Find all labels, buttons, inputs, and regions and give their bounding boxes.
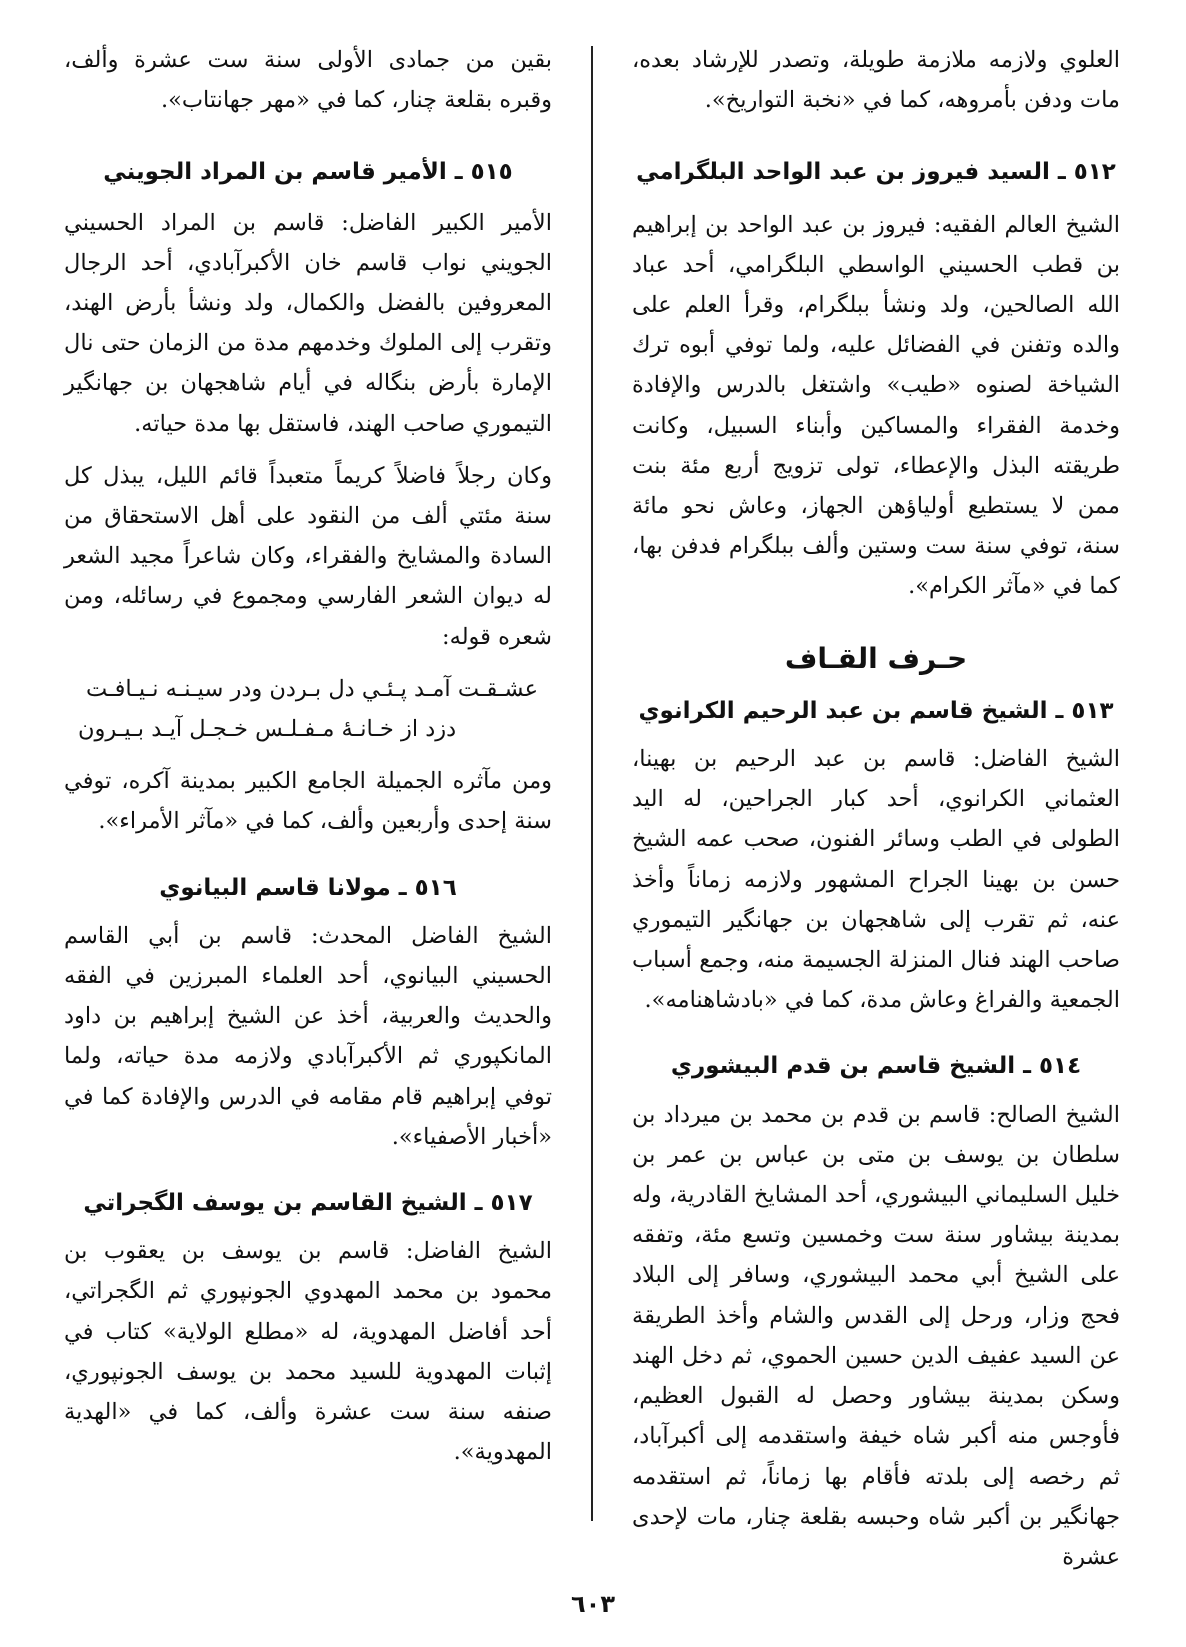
entry-heading-512: ٥١٢ ـ السيد فيروز بن عبد الواحد البلگرامي — [636, 159, 1116, 186]
entry-body-514: الشيخ الصالح: قاسم بن قدم بن محمد بن ميرداد بن سلطان بن يوسف بن متى بن عباس بن عمر بن خليل السليماني البيشوري، أحد المشايخ القادرية، وله بمدينة بيشاور سنة ست وخمسين وتسع مئة، وتفقه على الشيخ أبي محمد البيشوري، وسافر إلى البلاد فحج وزار، ورحل إلى القدس والشام وأخذ الطريقة عن السيد عفيف الدين حسين الحموي، ثم دخل الهند وسكن بمدينة بيشاور وحصل له القبول العظيم، فأوجس منه أكبر شاه خيفة واستقدمه إلى أكبرآباد، ثم رخصه إلى بلدته فأقام بها زماناً، ثم استقدمه جهانگير بن أكبر شاه وحبسه بقلعة چنار، مات لإحدى عشرة — [632, 1101, 1120, 1570]
entry-heading-513: ٥١٣ ـ الشيخ قاسم بن عبد الرحيم الكرانوي — [638, 697, 1114, 724]
continued-text: بقين من جمادى الأولى سنة ست عشرة وألف، وقبره بقلعة چنار، كما في «مهر جهانتاب». — [64, 47, 552, 114]
poem-verses — [64, 669, 552, 749]
verse-line-2: دزد از خـانـهٔ مـفـلـس خـجـل آيـد بـيـرون — [78, 716, 457, 743]
letter-heading-qaf: حـرف القـاف — [784, 641, 968, 675]
entry-body-512: الشيخ العالم الفقيه: فيروز بن عبد الواحد بن إبراهيم بن قطب الحسيني الواسطي البلگرامي، أحد عباد الله الصالحين، ولد ونشأ ببلگرام، وقرأ العلم على والده وتفنن في الفضائل عليه، ولما توفي أبوه ترك الشياخة لصنوه «طيب» واشتغل بالدرس والإفادة وخدمة الفقراء والمساكين وأبناء السبيل، وكانت طريقته البذل والإعطاء، تولى تزويج أربع مئة بنت ممن لا يستطيع أولياؤهن الجهاز، وعاش نحو مائة سنة، توفي سنة ست وستين وألف ببلگرام فدفن بها، كما في «مآثر الكرام». — [632, 211, 1120, 600]
entry-heading-514: ٥١٤ ـ الشيخ قاسم بن قدم البيشوري — [670, 1053, 1082, 1080]
column-divider — [591, 46, 593, 1521]
entry-body-516: الشيخ الفاضل المحدث: قاسم بن أبي القاسم الحسيني البيانوي، أحد العلماء المبرزين في الفقه والحديث والعربية، أخذ عن الشيخ إبراهيم بن داود المانكپوري ثم الأكبرآبادي ولازمه مدة حياته، ولما توفي إبراهيم قام مقامه في الدرس والإفادة كما في «أخبار الأصفياء». — [64, 922, 552, 1150]
entry-heading-516: ٥١٦ ـ مولانا قاسم البيانوي — [159, 874, 457, 901]
entry-heading-515: ٥١٥ ـ الأمير قاسم بن المراد الجويني — [103, 159, 513, 186]
right-column — [632, 40, 1120, 1577]
entry-body-515-end: ومن مآثره الجميلة الجامع الكبير بمدينة آكره، توفي سنة إحدى وأربعين وألف، كما في «مآثر الأمراء». — [64, 768, 552, 835]
page-number: ٦٠٣ — [571, 1590, 615, 1618]
entry-body-515-cont: وكان رجلاً فاضلاً كريماً متعبداً قائم الليل، يبذل كل سنة مئتي ألف من النقود على أهل الاستحقاق من السادة والمشايخ والفقراء، وكان شاعراً مجيد الشعر له ديوان الشعر الفارسي ومجموع في رسائله، ومن شعره قوله: — [64, 462, 552, 650]
entry-body-517: الشيخ الفاضل: قاسم بن يوسف بن يعقوب بن محمود بن محمد المهدوي الجونپوري ثم الگجراتي، أحد أفاضل المهدوية، له «مطلع الولاية» كتاب في إثبات المهدوية للسيد محمد بن يوسف الجونپوري، صنفه سنة ست عشرة وألف، كما في «الهدية المهدوية». — [64, 1238, 552, 1466]
verse-line-1: عشـقـت آمـد پـئـي دل بـردن ودر سيـنـه نـيـافـت — [85, 675, 538, 702]
continued-text: العلوي ولازمه ملازمة طويلة، وتصدر للإرشاد بعده، مات ودفن بأمروهه، كما في «نخبة التواريخ». — [632, 47, 1120, 114]
entry-heading-517: ٥١٧ ـ الشيخ القاسم بن يوسف الگجراتي — [83, 1190, 533, 1217]
entry-body-515: الأمير الكبير الفاضل: قاسم بن المراد الحسيني الجويني نواب قاسم خان الأكبرآبادي، أحد الرجال المعروفين بالفضل والكمال، ولد ونشأ بأرض الهند، وتقرب إلى الملوك وخدمهم مدة من الزمان حتى نال الإمارة بأرض بنگاله في أيام شاهجهان بن جهانگير التيموري صاحب الهند، فاستقل بها مدة حياته. — [64, 209, 552, 437]
left-column — [64, 40, 552, 1473]
entry-body-513: الشيخ الفاضل: قاسم بن عبد الرحيم بن بهينا، العثماني الكرانوي، أحد كبار الجراحين، له اليد الطولى في الطب وسائر الفنون، صحب عمه الشيخ حسن بن بهينا الجراح المشهور ولازمه زماناً وأخذ عنه، ثم تقرب إلى شاهجهان بن جهانگير التيموري صاحب الهند فنال المنزلة الجسيمة منه، وجمع أسباب الجمعية والفراغ وعاش مدة، كما في «بادشاهنامه». — [632, 746, 1120, 1014]
